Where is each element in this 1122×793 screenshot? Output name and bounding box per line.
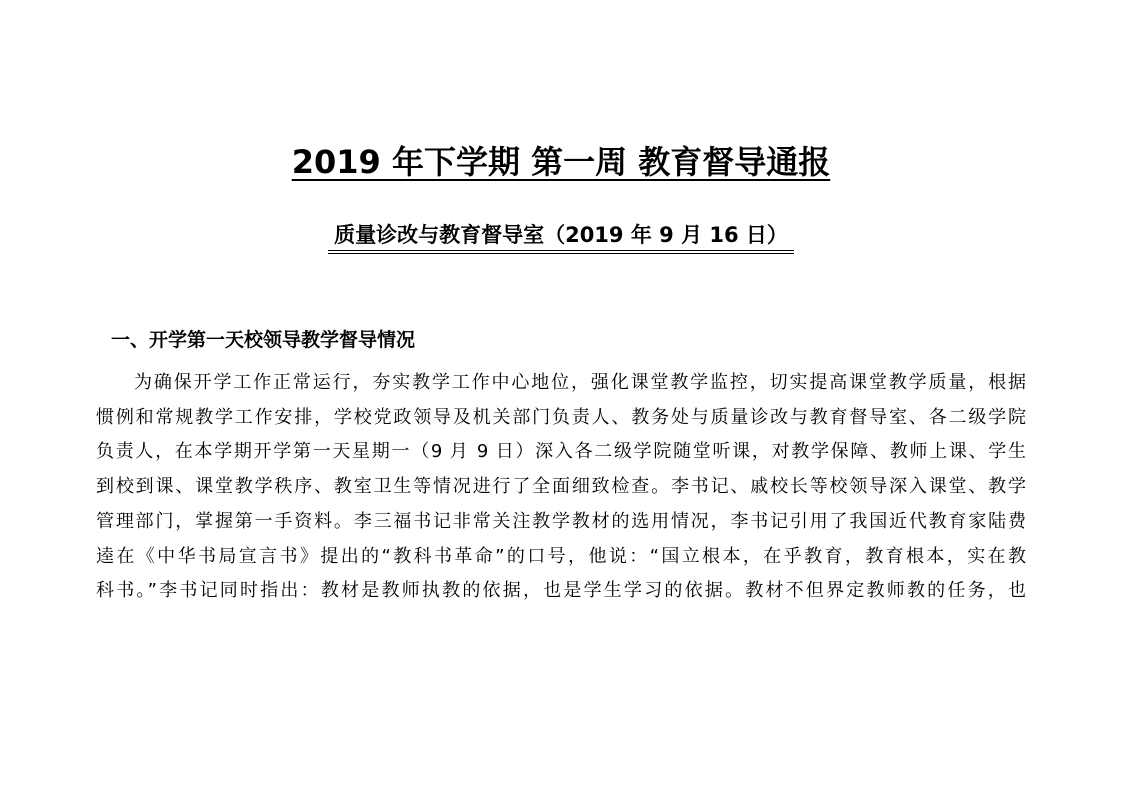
paragraph-line: 逵在《中华书局宣言书》提出的“教科书革命”的口号，他说：“国立根本，在乎教育，教育根本，实在教 (96, 545, 1026, 567)
document-title-text: 2019 年下学期 第一周 教育督导通报 (291, 143, 831, 181)
section-heading: 一、开学第一天校领导教学督导情况 (111, 329, 416, 351)
paragraph-line: 科书。”李书记同时指出：教材是教师执教的依据，也是学生学习的依据。教材不但界定教师教的任务，也 (96, 580, 1026, 602)
section-paragraph (96, 366, 1026, 609)
paragraph-line: 管理部门，掌握第一手资料。李三福书记非常关注教学教材的选用情况，李书记引用了我国近代教育家陆费 (96, 510, 1026, 532)
paragraph-line: 为确保开学工作正常运行，夯实教学工作中心地位，强化课堂教学监控，切实提高课堂教学质量，根据 (134, 372, 1026, 393)
paragraph-line: 到校到课、课堂教学秩序、教室卫生等情况进行了全面细致检查。李书记、戚校长等校领导深入课堂、教学 (96, 476, 1026, 498)
document-subtitle (0, 218, 1122, 254)
paragraph-line: 负责人，在本学期开学第一天星期一（9 月 9 日）深入各二级学院随堂听课，对教学保障、教师上课、学生 (96, 441, 1026, 463)
paragraph-line: 惯例和常规教学工作安排，学校党政领导及机关部门负责人、教务处与质量诊改与教育督导室、各二级学院 (96, 406, 1026, 428)
document-subtitle-text: 质量诊改与教育督导室（2019 年 9 月 16 日） (328, 220, 794, 254)
document-title (0, 140, 1122, 184)
